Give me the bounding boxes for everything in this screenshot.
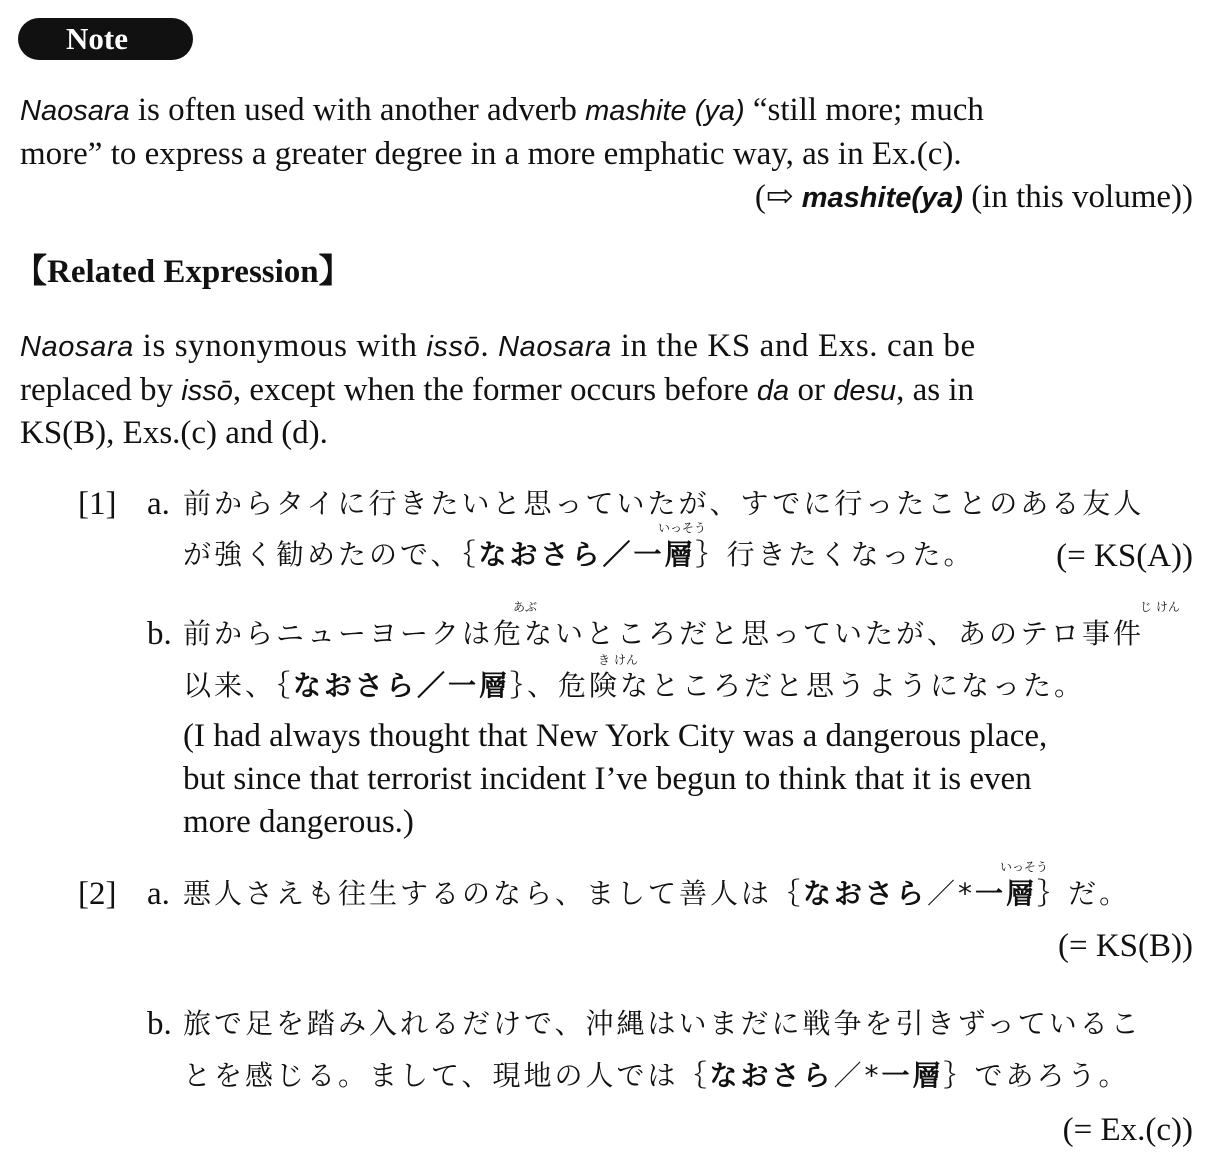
note-line-2: more” to express a greater degree in a more emphatic way, as in Ex.(c). bbox=[20, 136, 962, 172]
term-desu: desu bbox=[833, 375, 897, 407]
jp-text: とを感じる。まして、現地の人では｛ bbox=[183, 1059, 710, 1092]
jp-text: ｝、危険なところだと思うようになった。 bbox=[510, 669, 1086, 702]
term-naosara: Naosara bbox=[20, 331, 134, 363]
example-1b-line-1: 前からニューヨークは危ないところだと思っていたが、あのテロ事件 bbox=[183, 617, 1145, 650]
ruby-isso: いっそう bbox=[658, 521, 707, 535]
jp-text: ｝行きたくなった。 bbox=[695, 538, 975, 571]
example-1a-label: a. bbox=[147, 486, 170, 522]
related-text: , except when the former occurs before bbox=[232, 372, 757, 408]
related-text: in the KS and Exs. can be bbox=[611, 328, 976, 364]
example-1-number: [1] bbox=[78, 486, 117, 522]
term-isso: issō bbox=[181, 375, 233, 407]
jp-text: 悪人さえも往生するのなら、まして善人は｛ bbox=[183, 877, 804, 910]
related-text: is synonymous with bbox=[133, 328, 427, 364]
ruby-jiken: じ けん bbox=[1140, 600, 1180, 614]
example-2b-line-2 bbox=[183, 1056, 1130, 1096]
example-1a-ref: (= KS(A)) bbox=[1056, 538, 1193, 574]
example-1b-translation-2: but since that terrorist incident I’ve begun to think that it is even bbox=[183, 761, 1032, 797]
jp-bold: なおさら bbox=[803, 877, 928, 910]
related-heading: 【Related Expression】 bbox=[14, 254, 352, 290]
example-1a-line-2 bbox=[183, 535, 974, 575]
related-line-3: KS(B), Exs.(c) and (d). bbox=[20, 415, 328, 451]
jp-text: ｝であろう。 bbox=[943, 1059, 1130, 1092]
related-text: replaced by bbox=[20, 372, 182, 408]
jp-bold: なおさら／一層 bbox=[478, 538, 696, 571]
term-da: da bbox=[756, 375, 790, 407]
note-line-1 bbox=[20, 90, 984, 131]
example-2b-line-1: 旅で足を踏み入れるだけで、沖縄はいまだに戦争を引きずっているこ bbox=[183, 1007, 1142, 1040]
related-line-1 bbox=[20, 326, 976, 367]
jp-bold: なおさら／一層 bbox=[293, 669, 511, 702]
related-text: , as in bbox=[896, 372, 974, 408]
crossref-term: mashite(ya) bbox=[801, 182, 963, 214]
jp-bold: 一層 bbox=[881, 1059, 944, 1092]
example-2a-label: a. bbox=[147, 876, 170, 912]
term-mashite: mashite (ya) bbox=[585, 95, 745, 127]
example-2a-ref: (= KS(B)) bbox=[1057, 928, 1193, 964]
example-1b-label: b. bbox=[147, 616, 172, 652]
example-2a-line-1 bbox=[183, 874, 1130, 914]
example-1b-translation-1: (I had always thought that New York City was a dangerous place, bbox=[183, 718, 1048, 754]
crossref-close: (in this volume)) bbox=[962, 179, 1193, 215]
jp-bold: 一層 bbox=[975, 877, 1038, 910]
note-badge: Note bbox=[18, 18, 193, 60]
example-2-number: [2] bbox=[78, 876, 117, 912]
example-1b-translation-3: more dangerous.) bbox=[183, 804, 414, 840]
jp-bold: なおさら bbox=[709, 1059, 834, 1092]
ruby-abu: あぶ bbox=[513, 600, 538, 614]
jp-text: ｝だ。 bbox=[1037, 877, 1131, 910]
term-naosara: Naosara bbox=[20, 95, 130, 127]
ruby-kiken: き けん bbox=[598, 653, 638, 667]
jp-text: ／* bbox=[927, 877, 976, 910]
related-line-2 bbox=[20, 370, 974, 411]
related-text: . bbox=[480, 328, 499, 364]
ruby-isso: いっそう bbox=[1000, 860, 1049, 874]
note-text: “still more; much bbox=[744, 92, 984, 128]
note-text: is often used with another adverb bbox=[129, 92, 586, 128]
related-text: or bbox=[789, 372, 834, 408]
note-crossref bbox=[755, 177, 1193, 218]
example-2b-label: b. bbox=[147, 1006, 172, 1042]
example-1a-line-1: 前からタイに行きたいと思っていたが、すでに行ったことのある友人 bbox=[183, 487, 1145, 520]
jp-text: 以来、｛ bbox=[183, 669, 294, 702]
term-isso: issō bbox=[426, 331, 481, 363]
example-1b-line-2 bbox=[183, 666, 1085, 706]
crossref-open: (⇨ bbox=[754, 179, 802, 215]
term-naosara: Naosara bbox=[498, 331, 612, 363]
example-2b-ref: (= Ex.(c)) bbox=[1062, 1112, 1193, 1148]
jp-text: が強く勧めたので、｛ bbox=[183, 538, 479, 571]
jp-text: ／* bbox=[833, 1059, 882, 1092]
